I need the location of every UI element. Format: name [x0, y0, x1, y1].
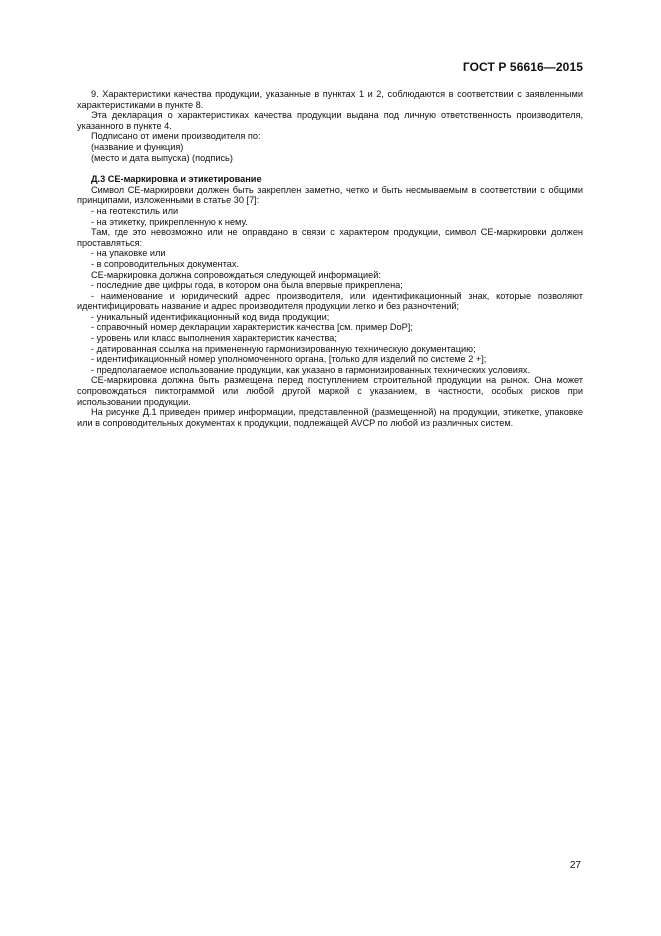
paragraph: Символ СЕ-маркировки должен быть закреплен заметно, четко и быть несмываемым в соответствии с общими принципами, изложенными в статье 30 [7]: [77, 184, 583, 206]
list-item: - справочный номер декларации характеристик качества [см. пример DoP]; [91, 322, 413, 333]
list-item: - последние две цифры года, в котором она была впервые прикреплена; [91, 280, 403, 291]
paragraph: (место и дата выпуска) (подпись) [91, 152, 233, 163]
paragraph: СЕ-маркировка должна сопровождаться следующей информацией: [91, 269, 381, 280]
page-number: 27 [569, 860, 581, 871]
list-item: - уникальный идентификационный код вида продукции; [91, 311, 330, 322]
paragraph: Эта декларация о характеристиках качества продукции выдана под личную ответственность производителя, указанного в пункте 4. [77, 110, 583, 131]
paragraph: На рисунке Д.1 приведен пример информации, представленной (размещенной) на продукции, этикетке, упаковке или в сопроводительных документах к продукции, подлежащей AVCP по любой из различных систем. [77, 407, 583, 428]
list-item: - предполагаемое использование продукции, как указано в гармонизированных технических условиях. [91, 364, 531, 375]
list-item: - идентификационный номер уполномоченного органа, [только для изделий по системе 2 +]; [91, 354, 487, 365]
list-item: - в сопроводительных документах. [91, 258, 240, 269]
paragraph: Там, где это невозможно или не оправдано в связи с характером продукции, символ СЕ-маркировки должен проставляться: [77, 227, 583, 248]
list-item: - на геотекстиль или [91, 205, 179, 216]
list-item: - на этикетку, прикрепленную к нему. [91, 216, 248, 227]
list-item: - на упаковке или [91, 248, 166, 259]
paragraph: СЕ-маркировка должна быть размещена перед поступлением строительной продукции на рынок. Она может сопровождаться пиктограммой или любой другой маркой с указанием, в частности, особых рисков при использовании продукции. [77, 375, 583, 407]
list-item: - наименование и юридический адрес производителя, или идентификационный знак, которые позволяют идентифицировать название и адрес производителя продукции легко и без разночтений; [77, 290, 583, 312]
paragraph: 9. Характеристики качества продукции, указанные в пунктах 1 и 2, соблюдаются в соответствии с заявленными характеристиками в пункте 8. [77, 89, 583, 110]
document-body [77, 89, 583, 428]
document-header: ГОСТ Р 56616—2015 [462, 60, 583, 74]
list-item: - уровень или класс выполнения характеристик качества; [91, 333, 337, 344]
list-item: - датированная ссылка на примененную гармонизированную техническую документацию; [91, 343, 476, 354]
paragraph: (название и функция) [91, 141, 184, 152]
section-heading: Д.3 СЕ-маркировка и этикетирование [91, 174, 262, 185]
paragraph: Подписано от имени производителя по: [91, 131, 261, 142]
